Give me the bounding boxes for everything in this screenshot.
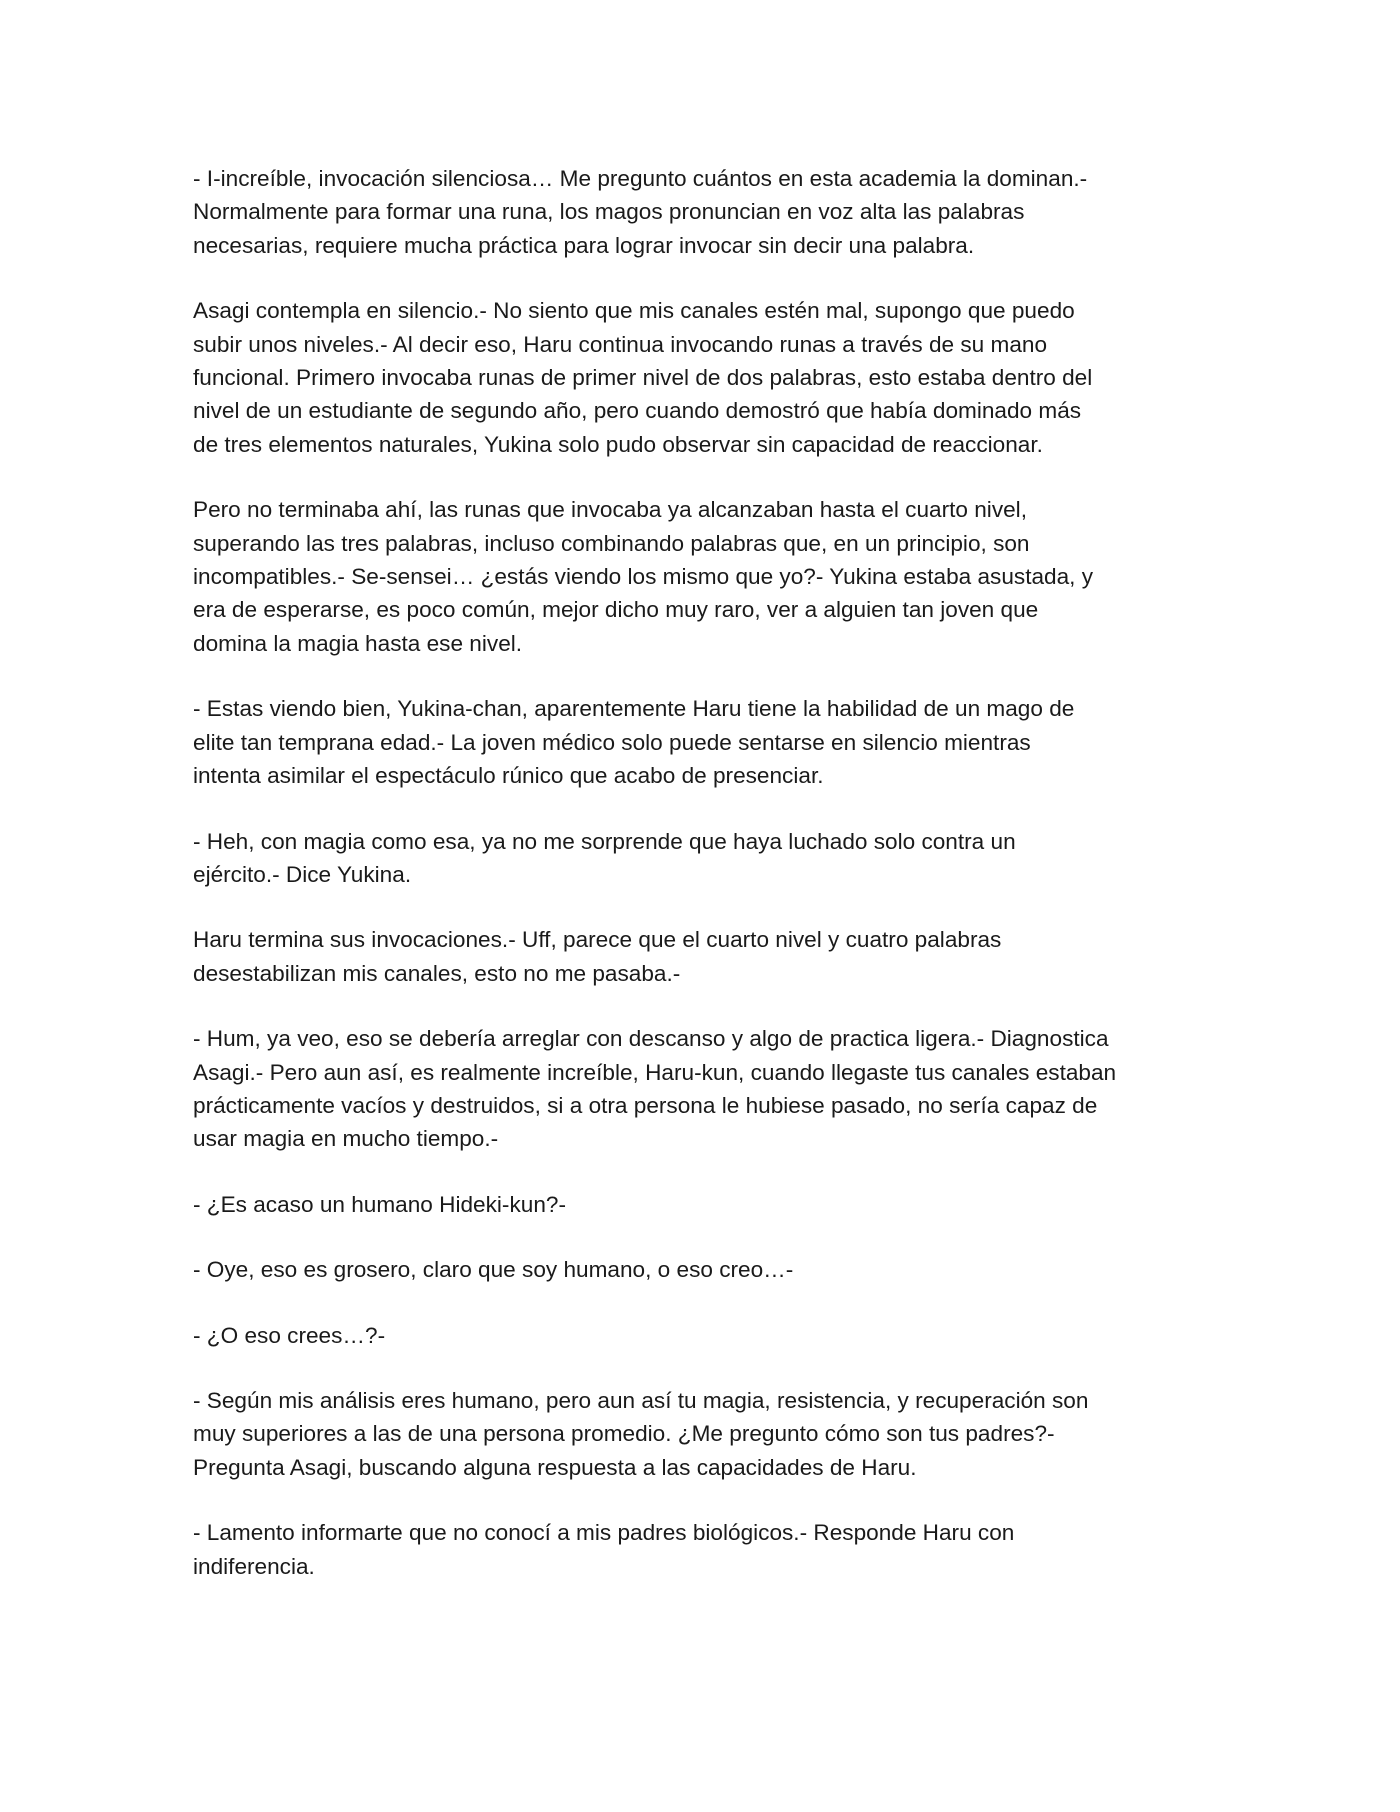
paragraph (193, 1022, 1223, 1156)
text-line: - Lamento informarte que no conocí a mis padres biológicos.- Responde Haru con (193, 1520, 1015, 1546)
text-line: - I-increíble, invocación silenciosa… Me pregunto cuántos en esta academia la dominan.- (193, 166, 1088, 191)
text-line: superando las tres palabras, incluso combinando palabras que, en un principio, son (193, 530, 1030, 556)
text-line: domina la magia hasta ese nivel. (193, 630, 523, 656)
paragraph (193, 162, 1223, 262)
text-line: nivel de un estudiante de segundo año, pero cuando demostró que había dominado más (193, 398, 1082, 424)
text-line: - Hum, ya veo, eso se debería arreglar con descanso y algo de practica ligera.- Diagnostica (193, 1026, 1109, 1052)
text-line: intenta asimilar el espectáculo rúnico que acabo de presenciar. (193, 763, 824, 789)
text-line: desestabilizan mis canales, esto no me pasaba.- (193, 960, 681, 986)
text-line: - ¿Es acaso un humano Hideki-kun?- (193, 1191, 566, 1217)
paragraph (193, 1384, 1223, 1484)
text-line: indiferencia. (193, 1553, 315, 1579)
paragraph (193, 1253, 1223, 1286)
text-line: funcional. Primero invocaba runas de primer nivel de dos palabras, esto estaba dentro del (193, 365, 1093, 391)
text-line: incompatibles.- Se-sensei… ¿estás viendo los mismo que yo?- Yukina estaba asustada, y (193, 564, 1094, 590)
text-line: subir unos niveles.- Al decir eso, Haru continua invocando runas a través de su mano (193, 331, 1048, 357)
paragraph (193, 692, 1223, 792)
text-line: - Según mis análisis eres humano, pero aun así tu magia, resistencia, y recuperación son (193, 1387, 1089, 1413)
paragraph (193, 493, 1223, 660)
text-line: prácticamente vacíos y destruidos, si a otra persona le hubiese pasado, no sería capaz de (193, 1092, 1098, 1118)
text-line: muy superiores a las de una persona promedio. ¿Me pregunto cómo son tus padres?- (193, 1421, 1055, 1447)
text-line: era de esperarse, es poco común, mejor dicho muy raro, ver a alguien tan joven que (193, 597, 1039, 623)
text-line: necesarias, requiere mucha práctica para lograr invocar sin decir una palabra. (193, 232, 975, 258)
paragraph (193, 1516, 1223, 1583)
text-line: Haru termina sus invocaciones.- Uff, parece que el cuarto nivel y cuatro palabras (193, 927, 1002, 953)
text-line: Asagi.- Pero aun así, es realmente increíble, Haru-kun, cuando llegaste tus canales estaban (193, 1059, 1117, 1085)
text-line: Pregunta Asagi, buscando alguna respuesta a las capacidades de Haru. (193, 1454, 917, 1480)
paragraph (193, 1319, 1223, 1352)
text-line: - Estas viendo bien, Yukina-chan, aparentemente Haru tiene la habilidad de un mago de (193, 696, 1075, 722)
text-line: Pero no terminaba ahí, las runas que invocaba ya alcanzaban hasta el cuarto nivel, (193, 497, 1027, 523)
text-line: ejército.- Dice Yukina. (193, 861, 412, 887)
paragraph (193, 1188, 1223, 1221)
text-line: - Heh, con magia como esa, ya no me sorprende que haya luchado solo contra un (193, 828, 1016, 854)
paragraph (193, 294, 1223, 461)
text-line: usar magia en mucho tiempo.- (193, 1126, 499, 1152)
paragraph (193, 825, 1223, 892)
text-line: de tres elementos naturales, Yukina solo pudo observar sin capacidad de reaccionar. (193, 431, 1043, 457)
text-line: - ¿O eso crees…?- (193, 1322, 386, 1348)
text-line: Asagi contempla en silencio.- No siento que mis canales estén mal, supongo que puedo (193, 298, 1075, 324)
text-line: Normalmente para formar una runa, los magos pronuncian en voz alta las palabras (193, 199, 1025, 225)
document-body (193, 162, 1223, 1615)
text-line: elite tan temprana edad.- La joven médico solo puede sentarse en silencio mientras (193, 729, 1031, 755)
paragraph (193, 923, 1223, 990)
text-line: - Oye, eso es grosero, claro que soy humano, o eso creo…- (193, 1257, 794, 1283)
